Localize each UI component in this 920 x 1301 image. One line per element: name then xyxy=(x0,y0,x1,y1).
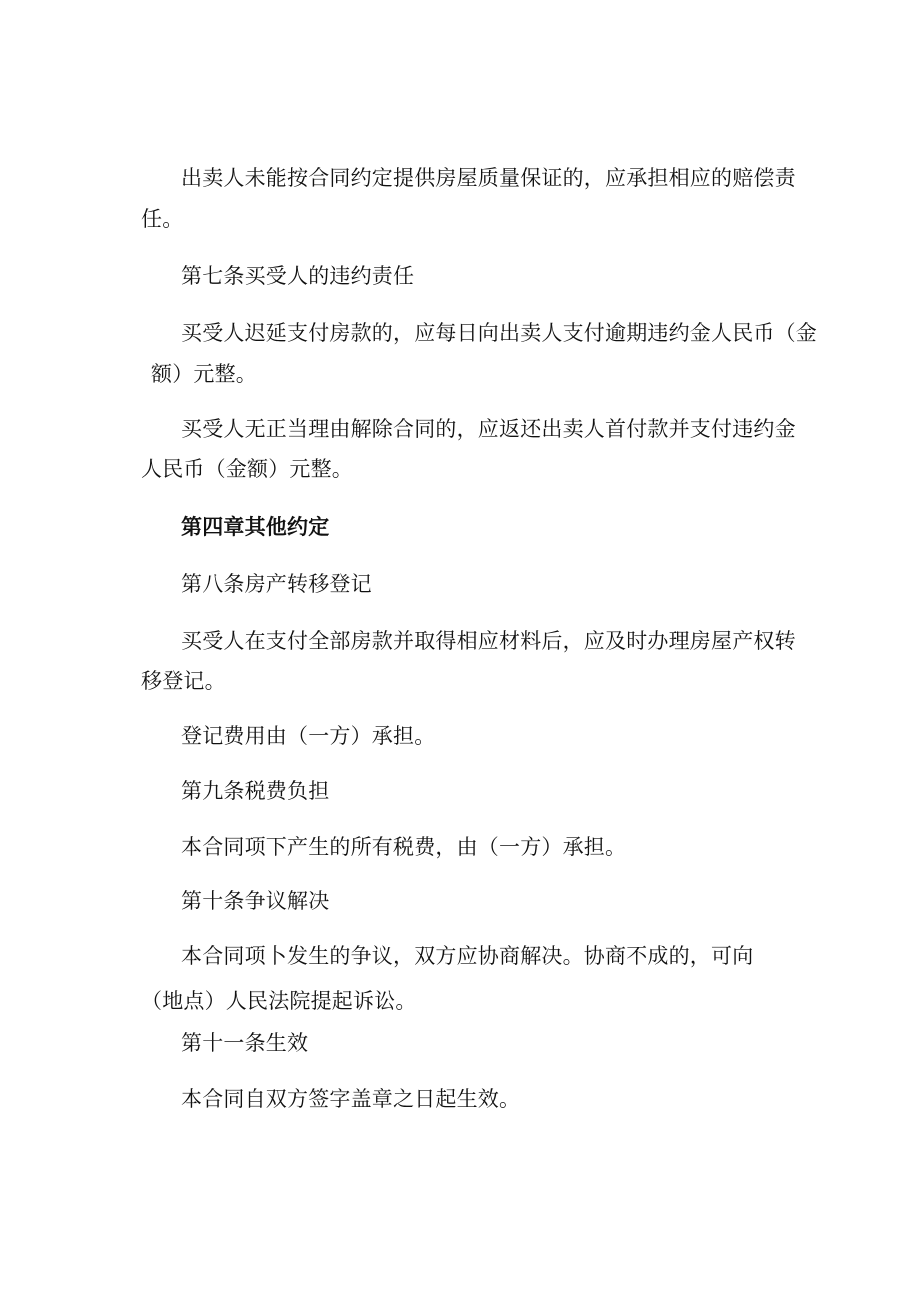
paragraph-line: 出卖人未能按合同约定提供房屋质量保证的，应承担相应的赔偿责 xyxy=(181,166,796,190)
chapter-heading: 第四章其他约定 xyxy=(181,515,330,539)
paragraph-line: 买受人迟延支付房款的，应每日向出卖人支付逾期违约金人民币（金 xyxy=(181,321,817,345)
paragraph-line: 本合同自双方签字盖章之日起生效。 xyxy=(181,1087,521,1111)
article-heading: 第七条买受人的违约责任 xyxy=(181,264,415,288)
article-heading: 第九条税费负担 xyxy=(181,779,330,803)
paragraph-line: 人民币（金额）元整。 xyxy=(141,457,353,481)
paragraph-line: 移登记。 xyxy=(141,669,226,693)
paragraph-line: 登记费用由（一方）承担。 xyxy=(181,724,436,748)
paragraph-line: 买受人在支付全部房款并取得相应材料后，应及时办理房屋产权转 xyxy=(181,629,796,653)
paragraph-line: 本合同项卜发生的争议，双方应协商解决。协商不成的，可向 xyxy=(181,944,754,968)
paragraph-line: 任。 xyxy=(141,207,184,231)
paragraph-line: 买受人无正当理由解除合同的，应返还出卖人首付款并支付违约金 xyxy=(181,417,796,441)
paragraph-line: 额）元整。 xyxy=(151,362,257,386)
article-heading: 第十一条生效 xyxy=(181,1031,309,1055)
paragraph-line: （地点）人民法院提起诉讼。 xyxy=(141,989,417,1013)
article-heading: 第八条房产转移登记 xyxy=(181,572,372,596)
article-heading: 第十条争议解决 xyxy=(181,889,330,913)
paragraph-line: 本合同项下产生的所有税费，由（一方）承担。 xyxy=(181,835,627,859)
